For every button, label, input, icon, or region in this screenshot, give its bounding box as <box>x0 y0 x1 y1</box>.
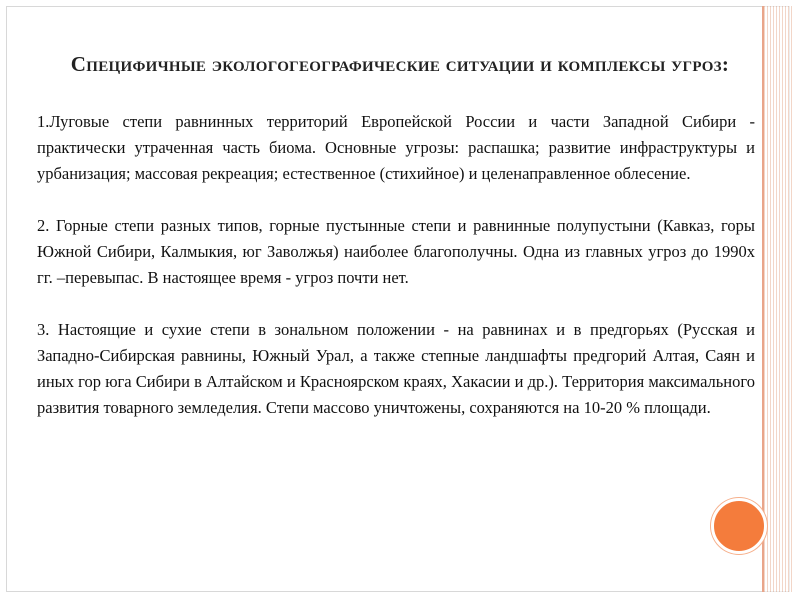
paragraph-2: 2. Горные степи разных типов, горные пустынные степи и равнинные полупустыни (Кавказ, горы Южной Сибири, Калмыкия, юг Заволжья) наиболее благополучны. Одна из главных угроз до 1990х гг. –перевыпас. В настоящее время - угроз почти нет. <box>37 216 755 287</box>
slide-title: Специфичные экологогеографические ситуации и комплексы угроз: <box>70 52 730 77</box>
paragraph-1: 1.Луговые степи равнинных территорий Европейской России и части Западной Сибири - практически утраченная часть биома. Основные угрозы: распашка; развитие инфраструктуры и урбанизация; массовая рекреация; естественное (стихийное) и целенаправленное облесение. <box>37 112 755 183</box>
paragraph-3: 3. Настоящие и сухие степи в зональном положении - на равнинах и в предгорьях (Русская и Западно-Сибирская равнины, Южный Урал, а также степные ландшафты предгорий Алтая, Саян и иных гор юга Сибири в Алтайском и Красноярском краях, Хакасии и др.). Территория максимального развития товарного земледелия. Степи массово уничтожены, сохраняются на 10-20 % площади. <box>37 320 755 417</box>
decorative-stripe-band <box>764 6 794 592</box>
decorative-border-line <box>762 6 764 592</box>
slide-body <box>37 109 755 447</box>
decorative-circle <box>711 498 767 554</box>
